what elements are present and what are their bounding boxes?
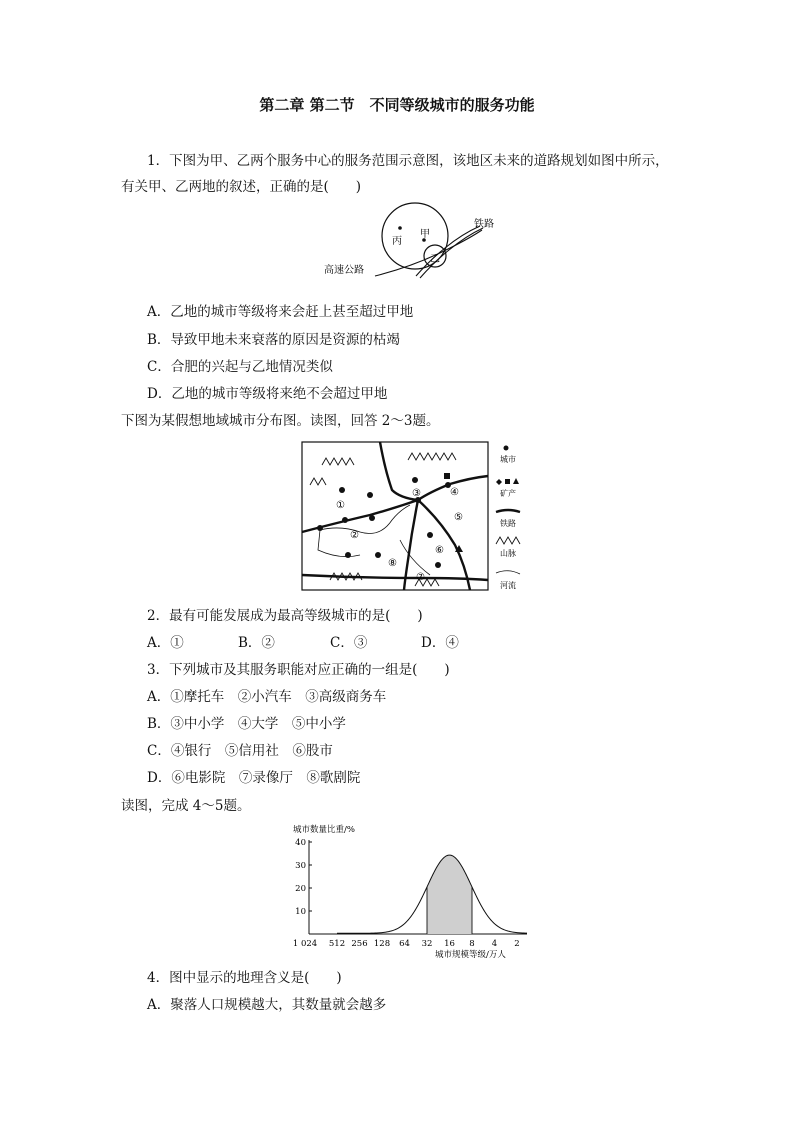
- q1-stem-line1: 1．下图为甲、乙两个服务中心的服务范围示意图，该地区未来的道路规划如图中所示，: [147, 153, 669, 169]
- city-distribution-map: [300, 440, 530, 595]
- label-jia: 甲: [420, 229, 430, 240]
- x-tick-label: 1 024: [292, 939, 318, 949]
- x-tick-label: 128: [373, 939, 391, 949]
- map-label-8: ⑧: [388, 558, 397, 569]
- y-tick-label: 40: [295, 838, 306, 848]
- legend-river: 河流: [500, 581, 516, 590]
- legend-railway: 铁路: [500, 519, 516, 528]
- map-label-6: ⑥: [435, 545, 444, 556]
- x-tick-label: 8: [469, 939, 475, 949]
- shaded-area: [427, 855, 472, 934]
- x-tick-label: 256: [351, 939, 368, 949]
- map-label-3: ③: [412, 488, 421, 499]
- chart-xlabel: 城市规模等级/万人: [435, 950, 506, 960]
- legend-mountain-symbol: [496, 537, 520, 544]
- label-yi: 乙: [430, 254, 440, 265]
- q2-stem: 2．最有可能发展成为最高等级城市的是( ): [147, 608, 423, 624]
- q4-option-a: A．聚落人口规模越大，其数量就会越多: [147, 997, 387, 1013]
- x-tick-group: [293, 939, 520, 949]
- q3-option-d: D．⑥电影院 ⑦录像厅 ⑧歌剧院: [147, 770, 361, 786]
- q2-option-d: D．④: [421, 635, 459, 651]
- x-tick-label: 64: [399, 939, 410, 949]
- q2-option-c: C．③: [330, 635, 368, 651]
- q1-option-a: A．乙地的城市等级将来会赶上甚至超过甲地: [147, 304, 414, 320]
- map-label-1: ①: [336, 500, 345, 511]
- chart-ylabel: 城市数量比重/%: [293, 825, 355, 835]
- label-railway: 铁路: [474, 219, 494, 230]
- map-label-4: ④: [450, 487, 459, 498]
- y-tick-label: 30: [295, 861, 306, 871]
- q3-option-c: C．④银行 ⑤信用社 ⑥股市: [147, 743, 333, 759]
- legend-city: 城市: [500, 455, 516, 464]
- page-title: 第二章 第二节 不同等级城市的服务功能: [259, 96, 535, 114]
- legend-river-symbol: [496, 571, 520, 574]
- q4-stem: 4．图中显示的地理含义是( ): [147, 970, 342, 986]
- intro-4-5: 读图，完成 4～5题。: [121, 798, 251, 814]
- q2-option-a: A．①: [147, 635, 184, 651]
- y-tick-label: 20: [295, 884, 306, 894]
- mountain-symbols: [310, 453, 456, 586]
- q1-stem-line2: 有关甲、乙两地的叙述，正确的是( ): [121, 179, 362, 195]
- q2-option-b: B．②: [238, 635, 275, 651]
- y-tick-label: 10: [295, 907, 306, 917]
- river-1: [320, 505, 410, 534]
- map-label-5: ⑤: [454, 512, 463, 523]
- intro-2-3: 下图为某假想地域城市分布图。读图，回答 2～3题。: [121, 413, 440, 429]
- x-tick-label: 16: [444, 939, 455, 949]
- bing-dot: [398, 226, 402, 230]
- q3-option-b: B．③中小学 ④大学 ⑤中小学: [147, 716, 346, 732]
- legend-city-symbol: [504, 446, 509, 451]
- q3-stem: 3．下列城市及其服务职能对应正确的一组是( ): [147, 662, 450, 678]
- legend-railway-symbol: [496, 510, 520, 512]
- legend-mountain: 山脉: [500, 549, 516, 558]
- map-label-7: ⑦: [416, 572, 425, 583]
- q1-option-d: D．乙地的城市等级将来绝不会超过甲地: [147, 386, 388, 402]
- label-bing: 丙: [392, 236, 402, 247]
- q1-option-b: B．导致甲地未来衰落的原因是资源的枯竭: [147, 332, 400, 348]
- river-3: [400, 540, 430, 575]
- legend-mineral-symbols: [496, 478, 519, 485]
- city-size-distribution-chart: [285, 822, 535, 962]
- x-tick-label: 512: [328, 939, 346, 949]
- x-tick-label: 32: [421, 939, 433, 949]
- mineral-square: [444, 473, 450, 479]
- label-highway: 高速公路: [324, 265, 364, 276]
- x-tick-label: 2: [514, 939, 520, 949]
- map-label-2: ②: [350, 530, 359, 541]
- legend-mineral: 矿产: [500, 489, 516, 498]
- x-tick-label: 4: [491, 939, 498, 949]
- service-range-figure: [320, 200, 510, 285]
- q1-option-c: C．合肥的兴起与乙地情况类似: [147, 359, 333, 375]
- q3-option-a: A．①摩托车 ②小汽车 ③高级商务车: [147, 689, 387, 705]
